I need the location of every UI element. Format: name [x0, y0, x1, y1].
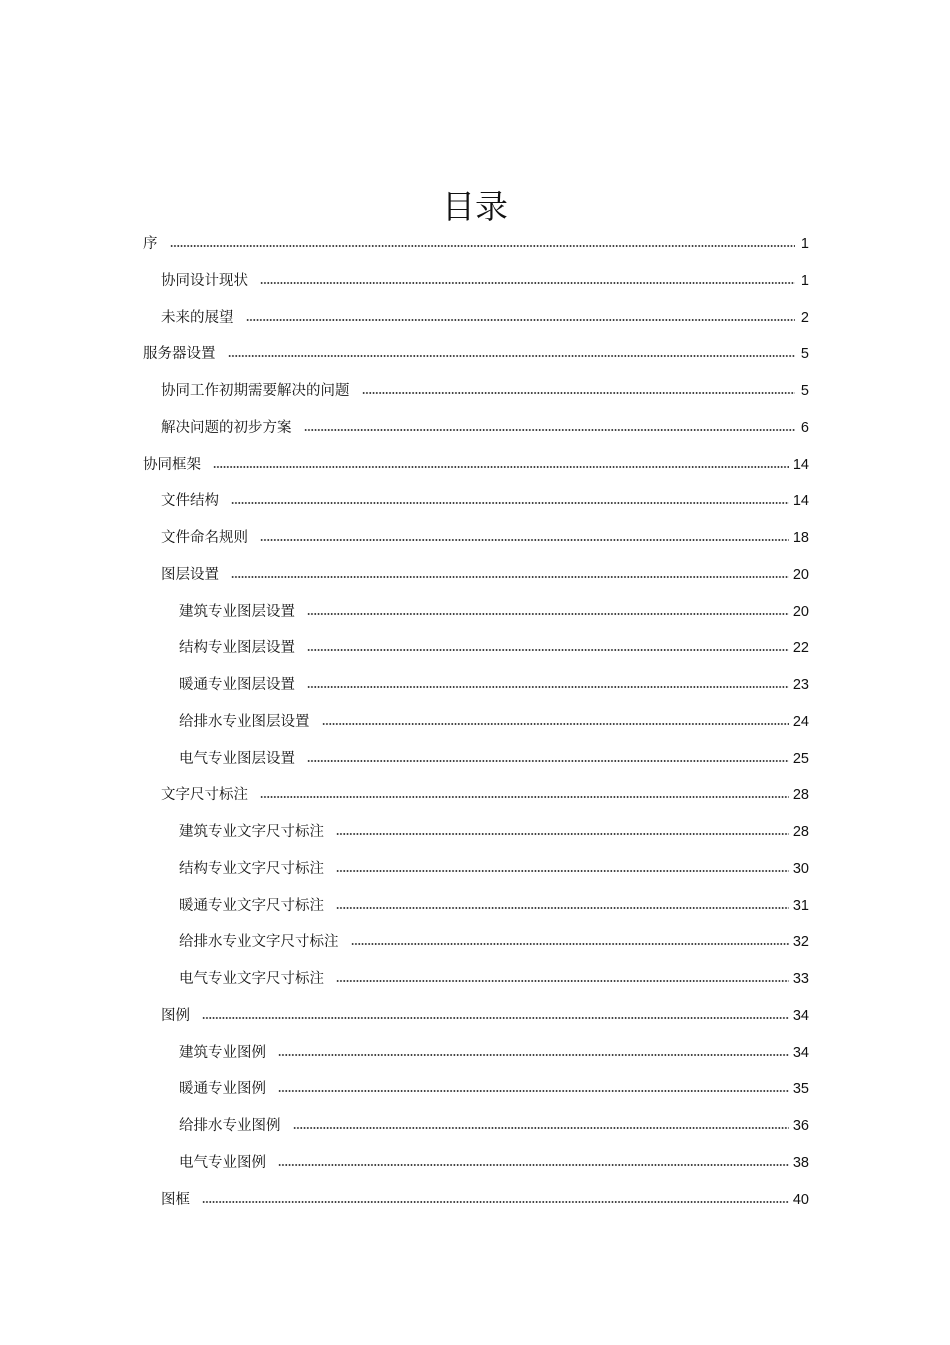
- toc-page-number: 5: [800, 346, 809, 363]
- toc-entry-title: 电气专业图例: [179, 1154, 266, 1171]
- toc-dot-leader: [213, 464, 789, 470]
- toc-entry[interactable]: [161, 776, 809, 804]
- toc-entry-title: 暖通专业图层设置: [179, 677, 295, 693]
- toc-entry-title: 序: [143, 236, 158, 252]
- toc-page-number: 14: [792, 456, 809, 473]
- toc-dot-leader: [228, 353, 796, 359]
- toc-page-number: 33: [792, 971, 809, 987]
- toc-entry-title: 结构专业图层设置: [179, 640, 295, 657]
- toc-entry-title: 文字尺寸标注: [161, 787, 248, 804]
- toc-page-number: 20: [792, 603, 809, 620]
- toc-page-number: 25: [792, 750, 809, 767]
- toc-entry-title: 结构专业文字尺寸标注: [179, 860, 324, 877]
- toc-page-number: 28: [792, 787, 809, 804]
- toc-entry-title: 给排水专业图例: [179, 1118, 281, 1134]
- toc-page-number: 35: [792, 1081, 809, 1098]
- toc-entry[interactable]: [143, 225, 809, 253]
- toc-entry-title: 建筑专业文字尺寸标注: [179, 824, 324, 840]
- toc-entry-title: 暖通专业文字尺寸标注: [179, 897, 324, 914]
- toc-page-number: 23: [792, 677, 809, 693]
- toc-dot-leader: [293, 1125, 789, 1131]
- toc-entry[interactable]: [179, 666, 809, 694]
- toc-entry-title: 电气专业图层设置: [179, 750, 295, 767]
- toc-dot-leader: [307, 611, 789, 617]
- toc-page-number: 18: [792, 530, 809, 546]
- toc-entry[interactable]: [179, 593, 809, 621]
- toc-entry-title: 协同框架: [143, 456, 201, 473]
- toc-entry[interactable]: [179, 850, 809, 878]
- toc-entry[interactable]: [161, 519, 809, 547]
- toc-page-number: 31: [792, 897, 809, 914]
- toc-entry[interactable]: [179, 703, 809, 731]
- toc-dot-leader: [231, 500, 789, 506]
- toc-entry-title: 给排水专业图层设置: [179, 713, 310, 730]
- toc-entry[interactable]: [161, 409, 809, 437]
- toc-entry[interactable]: [161, 299, 809, 327]
- toc-page-number: 30: [792, 860, 809, 877]
- toc-dot-leader: [322, 721, 789, 727]
- toc-dot-leader: [231, 574, 789, 580]
- toc-dot-leader: [278, 1088, 789, 1094]
- toc-entry[interactable]: [179, 1070, 809, 1098]
- toc-entry[interactable]: [179, 960, 809, 988]
- toc-dot-leader: [307, 684, 789, 690]
- toc-entry-title: 解决问题的初步方案: [161, 419, 292, 436]
- toc-entry-title: 图层设置: [161, 566, 219, 583]
- toc-dot-leader: [260, 537, 789, 543]
- toc-page-number: 6: [800, 419, 809, 436]
- toc-dot-leader: [336, 978, 789, 984]
- toc-entry[interactable]: [179, 1144, 809, 1172]
- toc-page-number: 32: [792, 934, 809, 951]
- toc-page-number: 24: [792, 713, 809, 730]
- toc-page-number: 20: [792, 566, 809, 583]
- toc-entry[interactable]: [161, 1181, 809, 1209]
- toc-entry[interactable]: [179, 629, 809, 657]
- toc-page-number: 38: [792, 1154, 809, 1171]
- toc-entry-title: 文件结构: [161, 493, 219, 510]
- toc-entry-title: 暖通专业图例: [179, 1081, 266, 1098]
- toc-page-number: 22: [792, 640, 809, 657]
- toc-entry[interactable]: [179, 813, 809, 841]
- toc-entry[interactable]: [179, 923, 809, 951]
- toc-entry[interactable]: [161, 372, 809, 400]
- toc-entry[interactable]: [179, 887, 809, 915]
- toc-dot-leader: [202, 1199, 789, 1205]
- toc-page-number: 1: [800, 236, 809, 252]
- toc-dot-leader: [246, 317, 796, 323]
- toc-page-number: 40: [792, 1191, 809, 1208]
- toc-dot-leader: [260, 794, 789, 800]
- toc-page-number: 5: [800, 383, 809, 399]
- toc-entry[interactable]: [161, 556, 809, 584]
- toc-entry-title: 给排水专业文字尺寸标注: [179, 934, 339, 951]
- toc-dot-leader: [307, 647, 789, 653]
- toc-dot-leader: [336, 831, 789, 837]
- page-title: 目录: [442, 187, 508, 226]
- toc-entry-title: 图例: [161, 1007, 190, 1024]
- toc-page-number: 36: [792, 1118, 809, 1134]
- toc-page-number: 14: [792, 493, 809, 510]
- toc-entry[interactable]: [179, 1034, 809, 1062]
- toc-page-number: 34: [792, 1007, 809, 1024]
- toc-entry-title: 建筑专业图例: [179, 1044, 266, 1061]
- toc-dot-leader: [304, 427, 796, 433]
- toc-page-number: 34: [792, 1044, 809, 1061]
- toc-entry-title: 协同工作初期需要解决的问题: [161, 383, 350, 399]
- toc-entry[interactable]: [143, 335, 809, 363]
- toc-dot-leader: [278, 1052, 789, 1058]
- toc-entry-title: 协同设计现状: [161, 272, 248, 289]
- toc-dot-leader: [202, 1015, 789, 1021]
- toc-dot-leader: [260, 280, 795, 286]
- toc-entry-title: 图框: [161, 1191, 190, 1208]
- toc-dot-leader: [336, 868, 789, 874]
- toc-entry[interactable]: [161, 997, 809, 1025]
- toc-entry-title: 电气专业文字尺寸标注: [179, 971, 324, 987]
- toc-dot-leader: [170, 243, 796, 249]
- toc-entry-title: 未来的展望: [161, 309, 234, 326]
- toc-entry[interactable]: [179, 740, 809, 768]
- toc-dot-leader: [278, 1162, 789, 1168]
- toc-entry-title: 服务器设置: [143, 346, 216, 363]
- toc-entry[interactable]: [179, 1107, 809, 1135]
- toc-page-number: 28: [792, 824, 809, 840]
- toc-entry-title: 文件命名规则: [161, 530, 248, 546]
- toc-page-number: 1: [800, 272, 809, 289]
- toc-dot-leader: [336, 905, 789, 911]
- toc-page-number: 2: [800, 309, 809, 326]
- toc-dot-leader: [307, 758, 789, 764]
- toc-entry-title: 建筑专业图层设置: [179, 603, 295, 620]
- toc-entry[interactable]: [143, 446, 809, 474]
- toc-entry[interactable]: [161, 482, 809, 510]
- toc-dot-leader: [351, 941, 789, 947]
- toc-entry[interactable]: [161, 262, 809, 290]
- toc-dot-leader: [362, 390, 796, 396]
